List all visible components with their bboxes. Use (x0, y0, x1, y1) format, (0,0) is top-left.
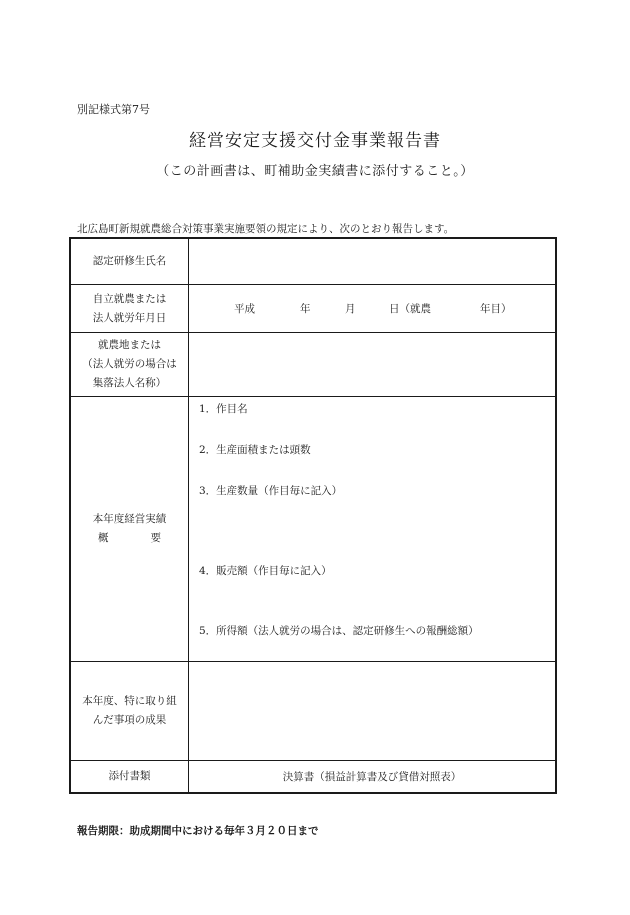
row-results (71, 662, 556, 761)
label-line: 認定研修生氏名 (92, 255, 167, 267)
label-line: んだ事項の成果 (92, 714, 167, 726)
label-farm-location (71, 333, 189, 397)
label-results (71, 662, 189, 761)
label-trainee-name (71, 239, 189, 285)
summary-item-income: 5．所得額（法人就労の場合は、認定研修生への報酬総額） (199, 625, 479, 637)
start-date-field[interactable] (189, 285, 556, 333)
date-month: 月 (345, 302, 356, 315)
row-trainee-name (71, 239, 556, 285)
summary-item-area: 2．生産面積または頭数 (199, 444, 311, 456)
label-line: 本年度、特に取り組 (82, 695, 177, 707)
label-line: 本年度経営実績 (92, 513, 167, 525)
report-table (70, 238, 556, 793)
document-subtitle: （この計画書は、町補助金実績書に添付すること。） (156, 164, 474, 179)
label-line: 就農地または (98, 339, 161, 351)
row-start-date (71, 285, 556, 333)
summary-item-quantity: 3．生産数量（作目毎に記入） (199, 485, 343, 497)
label-attachments (71, 761, 189, 793)
label-business-summary (71, 397, 189, 662)
date-years-count: 年目） (480, 302, 512, 315)
summary-items (189, 397, 555, 661)
row-business-summary (71, 397, 556, 662)
date-line (189, 299, 555, 319)
label-line: 集落法人名称） (92, 377, 167, 389)
label-line: （法人就労の場合は (82, 358, 177, 370)
trainee-name-field[interactable] (189, 239, 556, 285)
date-year: 年 (300, 302, 311, 315)
business-summary-field[interactable] (189, 397, 556, 662)
label-line: 自立就農または (92, 292, 167, 305)
report-deadline: 報告期限：助成期間中における毎年３月２０日まで (77, 825, 319, 837)
label-line: 法人就労年月日 (92, 311, 167, 324)
summary-item-crop: 1．作目名 (199, 403, 248, 415)
label-line: 添付書類 (108, 770, 151, 782)
intro-text: 北広島町新規就農総合対策事業実施要領の規定により、次のとおり報告します。 (77, 223, 455, 235)
row-farm-location (71, 333, 556, 397)
date-era: 平成 (234, 302, 255, 315)
row-attachments (71, 761, 556, 793)
farm-location-field[interactable] (189, 333, 556, 397)
results-field[interactable] (189, 662, 556, 761)
form-number: 別記様式第7号 (77, 103, 150, 116)
label-line: 概 要 (98, 532, 161, 544)
document-title: 経営安定支援交付金事業報告書 (189, 131, 441, 151)
date-day: 日（就農 (389, 302, 431, 315)
attachments-value: 決算書（損益計算書及び貸借対照表） (189, 761, 556, 793)
summary-item-sales: 4．販売額（作目毎に記入） (199, 565, 332, 577)
label-start-date (71, 285, 189, 333)
